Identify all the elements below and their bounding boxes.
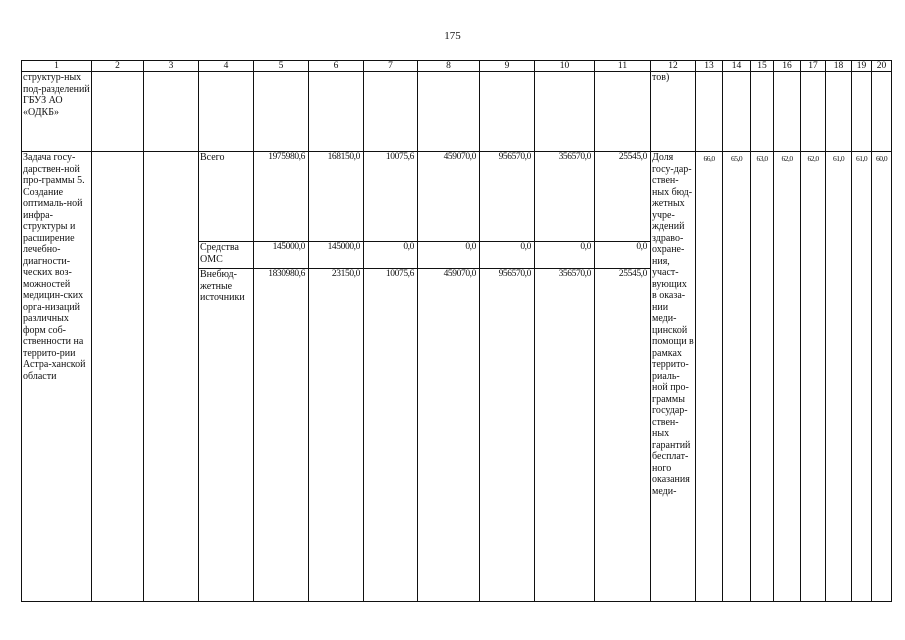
empty-cell <box>144 152 199 602</box>
header-cell: 5 <box>254 61 309 72</box>
value-cell: 10075,6 <box>364 269 418 602</box>
empty-cell <box>826 72 852 152</box>
empty-cell <box>774 72 801 152</box>
empty-cell <box>872 72 892 152</box>
source-name: Средства ОМС <box>199 242 254 269</box>
value-cell: 168150,0 <box>309 152 364 242</box>
header-cell: 14 <box>723 61 751 72</box>
header-cell: 12 <box>651 61 696 72</box>
indicator-value: 62,0 <box>774 152 801 602</box>
page-number: 175 <box>444 30 461 42</box>
empty-cell <box>535 72 595 152</box>
indicator-value: 65,0 <box>723 152 751 602</box>
header-cell: 8 <box>418 61 480 72</box>
value-cell: 1830980,6 <box>254 269 309 602</box>
empty-cell <box>254 72 309 152</box>
value-cell: 0,0 <box>595 242 651 269</box>
indicator-value: 60,0 <box>872 152 892 602</box>
value-cell: 1975980,6 <box>254 152 309 242</box>
value-cell: 0,0 <box>364 242 418 269</box>
empty-cell <box>480 72 535 152</box>
header-cell: 18 <box>826 61 852 72</box>
source-name: Внебюд-жетные источники <box>199 269 254 602</box>
header-cell: 19 <box>852 61 872 72</box>
empty-cell <box>595 72 651 152</box>
header-cell: 9 <box>480 61 535 72</box>
empty-cell <box>751 72 774 152</box>
empty-cell <box>309 72 364 152</box>
source-row-total <box>22 152 892 242</box>
indicator-text: Доля госу-дар-ствен-ных бюд-жетных учре-ждений здраво-охране-ния, участ-вующих в оказа-нии меди-цинской помощи в рамках террито-риаль-ной про-граммы государ-ствен-ных гарантий бесплат-ного оказания меди- <box>651 152 696 602</box>
empty-cell <box>852 72 872 152</box>
task-description: Задача госу-дарствен-ной про-граммы 5. Создание оптималь-ной инфра-структуры и расширение лечебно-диагности-ческих воз-можностей медицин-ских орга-низаций различных форм соб-ственности на террито-рии Астра-ханской области <box>22 152 92 602</box>
empty-cell <box>144 72 199 152</box>
header-cell: 3 <box>144 61 199 72</box>
header-cell: 7 <box>364 61 418 72</box>
value-cell: 356570,0 <box>535 152 595 242</box>
header-cell: 2 <box>92 61 144 72</box>
value-cell: 145000,0 <box>309 242 364 269</box>
empty-cell <box>723 72 751 152</box>
header-cell: 13 <box>696 61 723 72</box>
indicator-value: 66,0 <box>696 152 723 602</box>
header-cell: 16 <box>774 61 801 72</box>
header-cell: 11 <box>595 61 651 72</box>
indicator-value: 61,0 <box>826 152 852 602</box>
empty-cell <box>696 72 723 152</box>
indicator-text-continuation: тов) <box>651 72 696 152</box>
value-cell: 0,0 <box>418 242 480 269</box>
continuation-row <box>22 72 892 152</box>
header-cell: 10 <box>535 61 595 72</box>
value-cell: 25545,0 <box>595 269 651 602</box>
value-cell: 23150,0 <box>309 269 364 602</box>
program-table <box>21 60 892 602</box>
header-cell: 6 <box>309 61 364 72</box>
indicator-value: 63,0 <box>751 152 774 602</box>
value-cell: 0,0 <box>480 242 535 269</box>
empty-cell <box>801 72 826 152</box>
empty-cell <box>199 72 254 152</box>
value-cell: 145000,0 <box>254 242 309 269</box>
empty-cell <box>92 152 144 602</box>
header-cell: 1 <box>22 61 92 72</box>
value-cell: 459070,0 <box>418 269 480 602</box>
indicator-value: 61,0 <box>852 152 872 602</box>
value-cell: 356570,0 <box>535 269 595 602</box>
header-cell: 20 <box>872 61 892 72</box>
header-row <box>22 61 892 72</box>
subdivisions-text: структур-ных под-разделений ГБУЗ АО «ОДКБ» <box>22 72 92 152</box>
indicator-value: 62,0 <box>801 152 826 602</box>
value-cell: 0,0 <box>535 242 595 269</box>
value-cell: 956570,0 <box>480 152 535 242</box>
empty-cell <box>92 72 144 152</box>
source-name: Всего <box>199 152 254 242</box>
value-cell: 25545,0 <box>595 152 651 242</box>
header-cell: 15 <box>751 61 774 72</box>
value-cell: 10075,6 <box>364 152 418 242</box>
header-cell: 4 <box>199 61 254 72</box>
empty-cell <box>364 72 418 152</box>
value-cell: 459070,0 <box>418 152 480 242</box>
value-cell: 956570,0 <box>480 269 535 602</box>
header-cell: 17 <box>801 61 826 72</box>
empty-cell <box>418 72 480 152</box>
